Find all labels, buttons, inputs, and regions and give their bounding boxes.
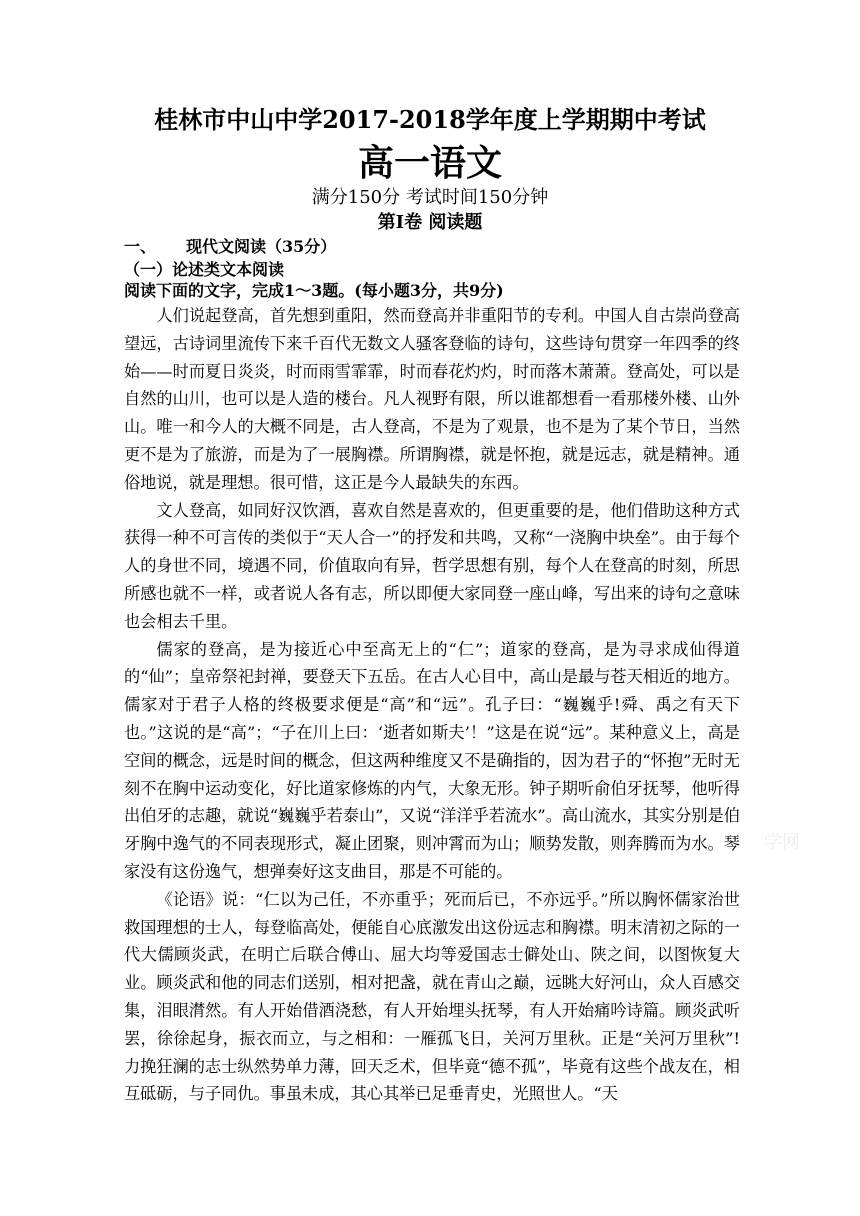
part-title: 第Ⅰ卷 阅读题 [377,212,483,233]
passage-paragraph: 《论语》说：“仁以为己任，不亦重乎；死而后已，不亦远乎。”所以胸怀儒家治世救国理想的士人，每登临高处，便能自心底激发出这份远志和胸襟。明末清初之际的一代大儒顾炎武，在明亡后联合傅山、屈大均等爱国志士僻处山、陕之间，以图恢复大业。顾炎武和他的同志们送别，相对把盏，就在青山之巅，远眺大好河山，众人百感交集，泪眼潸然。有人开始借酒浇愁，有人开始埋头抚琴，有人开始痛吟诗篇。顾炎武听罢，徐徐起身，振衣而立，与之相和：一雁孤飞日，关河万里秋。正是“关河万里秋”!力挽狂澜的志士纵然势单力薄，回天乏术，但毕竟“德不孤”，毕竟有这些个战友在，相互砥砺，与子同仇。事虽未成，其心其举已足垂青史，光照世人。“天 [124,889,740,1104]
watermark: 学网 [764,832,800,853]
passage-paragraph: 儒家的登高，是为接近心中至高无上的“仁”；道家的登高，是为寻求成仙得道的“仙”；皇帝祭祀封禅，要登天下五岳。在古人心目中，高山是最与苍天相近的地方。儒家对于君子人格的终极要求便是“高”和“远”。孔子曰：“巍巍乎!舜、禹之有天下也。”这说的是“高”；“子在川上曰：‘逝者如斯夫’！”这是在说“远”。某种意义上，高是空间的概念，远是时间的概念，但这两种维度又不是确指的，因为君子的“怀抱”无时无刻不在胸中运动变化，好比道家修炼的内气，大象无形。钟子期听俞伯牙抚琴，他听得出伯牙的志趣，就说“巍巍乎若泰山”，又说“洋洋乎若流水”。高山流水，其实分别是伯牙胸中逸气的不同表现形式，凝止团聚，则冲霄而为山；顺势发散，则奔腾而为水。琴家没有这份逸气，想弹奏好这支曲目，那是不可能的。 [124,639,740,881]
exam-info: 满分150分 考试时间150分钟 [311,187,549,208]
subsection-heading: （一）论述类文本阅读 [124,260,285,279]
passage-paragraph: 文人登高，如同好汉饮酒，喜欢自然是喜欢的，但更重要的是，他们借助这种方式获得一种不可言传的类似于“天人合一”的抒发和共鸣，又称“一浇胸中块垒”。由于每个人的身世不同，境遇不同，价值取向有异，哲学思想有别，每个人在登高的时刻，所思所感也就不一样，或者说人各有志，所以即便大家同登一座山峰，写出来的诗句之意味也会相去千里。 [124,500,740,631]
passage-paragraph: 人们说起登高，首先想到重阳，然而登高并非重阳节的专利。中国人自古崇尚登高望远，古诗词里流传下来千百代无数文人骚客登临的诗句，这些诗句贯穿一年四季的终始——时而夏日炎炎，时而雨雪霏霏，时而春花灼灼，时而落木萧萧。登高处，可以是自然的山川，也可以是人造的楼台。凡人视野有限，所以谁都想看一看那楼外楼、山外山。唯一和今人的大概不同是，古人登高，不是为了观景，也不是为了某个节日，当然更不是为了旅游，而是为了一展胸襟。所谓胸襟，就是怀抱，就是远志，就是精神。通俗地说，就是理想。很可惜，这正是今人最缺失的东西。 [124,306,740,492]
section-number: 一、 [124,237,157,256]
reading-passage [124,302,740,1108]
section-title: 现代文阅读（35分） [186,237,337,256]
question-instruction: 阅读下面的文字，完成1～3题。(每小题3分，共9分) [124,281,504,300]
school-exam-title: 桂林市中山中学2017-2018学年度上学期期中考试 [154,105,706,134]
section-heading [124,236,336,258]
subject-title: 高一语文 [357,142,502,184]
